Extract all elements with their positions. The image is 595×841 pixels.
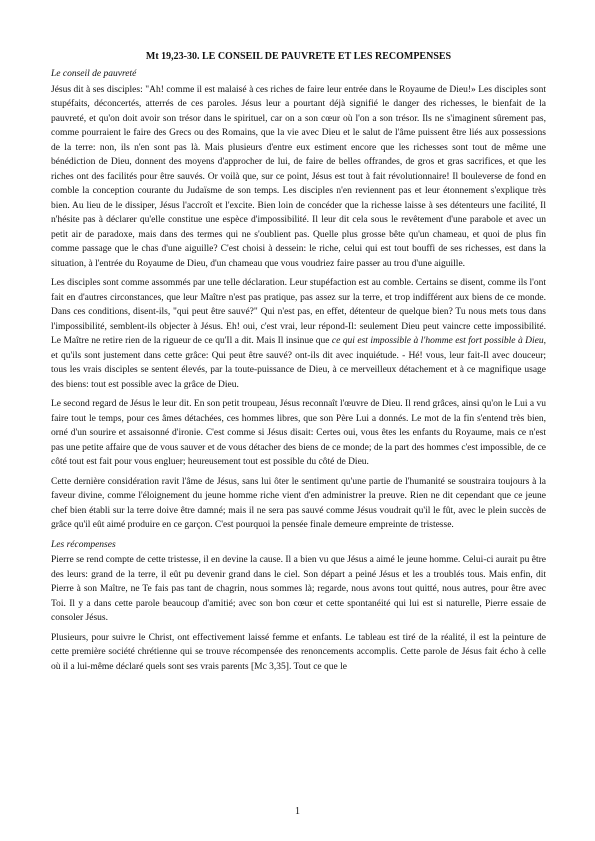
document-title: Mt 19,23-30. LE CONSEIL DE PAUVRETE ET LES RECOMPENSES bbox=[145, 51, 452, 62]
paragraph-text: , et qu'ils sont justement dans cette grâce: Qui peut être sauvé? ont-ils dit avec inquiétude. - Hé! vous, leur fait-Il avec douceur; tous les vrais disciples se sentent élevés, par la toute-puissance de Dieu, à ce merveilleux détachement et à ce magnifique usage des biens: tout est possible avec la grâce de Dieu. bbox=[51, 336, 546, 390]
paragraph: Pierre se rend compte de cette tristesse, il en devine la cause. Il a bien vu que Jésus a aimé le jeune homme. Celui-ci aurait pu être des leurs: grand de la terre, il eût pu devenir grand dans le ciel. Son départ a peiné Jésus et les a troublés tous. Mais enfin, dit Pierre à son Maître, ne Te fais pas tant de chagrin, nous sommes là; regarde, nous avons tout quitté, nous autres, pour être avec Toi. Il y a dans cette parole beaucoup d'amitié; avec son bon cœur et cette spontanéité qui lui est si naturelle, Pierre essaie de consoler Jésus. bbox=[51, 555, 546, 623]
paragraph: Le second regard de Jésus le leur dit. En son petit troupeau, Jésus reconnaît l'œuvre de Dieu. Il rend grâces, ainsi qu'on le Lui a vu faire tout le temps, pour ces âmes détachées, ces hommes libres, que son Père Lui a donnés. Le mot de la fin s'entend très bien, orné d'un sourire et assaisonné d'ironie. C'est comme si Jésus disait: Certes oui, vous êtes les enfants du Royaume, mais ce n'est pas une petite affaire que de vous sauver et de vous détacher des biens de ce monde; de la part des hommes c'est impossible, de ce côté tout est fait pour vous engluer; heureusement tout est possible du côté de Dieu. bbox=[51, 399, 546, 467]
paragraph-text: Les disciples sont comme assommés par une telle déclaration. Leur stupéfaction est au comble. Certains se disent, comme ils l'ont fait en d'autres circonstances, que leur Maître n'est pas pratique, pas assez sur la terre, et trop indifférent aux biens de ce monde. Dans ces conditions, disent-ils, "qui peut être sauvé?" Qui n'est pas, en effet, détenteur de quelque bien? Tu nous mets tous dans l'impossibilité, semblent-ils objecter à Jésus. Eh! oui, c'est vrai, leur répond-Il: seulement Dieu peut vaincre cette impossibilité. Le Maître ne retire rien de la rigueur de ce qu'Il a dit. Mais Il insinue que bbox=[51, 278, 546, 346]
page-number: 1 bbox=[295, 806, 300, 817]
section-heading-recompenses: Les récompenses bbox=[51, 539, 116, 550]
italic-quote: ce qui est impossible à l'homme est fort possible à Dieu bbox=[331, 336, 544, 346]
paragraph bbox=[51, 276, 546, 392]
section-heading-conseil: Le conseil de pauvreté bbox=[51, 69, 137, 79]
paragraph: Cette dernière considération ravit l'âme de Jésus, sans lui ôter le sentiment qu'une partie de l'humanité se soustraira toujours à la faveur divine, comme l'éloignement du jeune homme riche vient d'en administrer la preuve. Rien ne dit cependant que ce jeune chef bien établi sur la terre doive être damné; mais il ne sera pas sauvé comme Jésus voudrait qu'il le fût, avec le plein succès de grâce qu'il eût aimé produire en ce garçon. C'est pourquoi la pensée finale demeure empreinte de tristesse. bbox=[51, 476, 546, 530]
paragraph: Plusieurs, pour suivre le Christ, ont effectivement laissé femme et enfants. Le tableau est tiré de la réalité, il est la peinture de cette première société chrétienne qui se trouve récompensée des renoncements accomplis. Cette parole de Jésus fait écho à celle où il a lui-même déclaré quels sont ses vrais parents [Mc 3,35]. Tout ce que le bbox=[51, 632, 546, 672]
paragraph: Jésus dit à ses disciples: "Ah! comme il est malaisé à ces riches de faire leur entrée dans le Royaume de Dieu!» Les disciples sont stupéfaits, déconcertés, atterrés de ces paroles. Jésus leur a pourtant déjà signifié le danger des richesses, le bienfait de la pauvreté, et qu'on doit avoir son trésor dans le spirituel, car on a son cœur où l'on a son trésor. Ils ne s'imaginent sûrement pas, comme pourraient le faire des Grecs ou des Romains, que la vie avec Dieu et le salut de l'âme puissent être liés aux possessions de la terre: non, ils n'en sont pas là. Mais plusieurs d'entre eux estiment encore que les richesses sont tout de même une bénédiction de Dieu, donnent des moyens d'approcher de lui, de faire de belles offrandes, de gros et gras sacrifices, et que les riches ont des facilités pour être sauvés. Or voilà que, sur ce point, Jésus est tout à fait révolutionnaire! Il bouleverse de fond en comble la conception courante du Judaïsme de son temps. Les disciples n'en reviennent pas et leur étonnement s'explique très bien. Au lieu de le dissiper, Jésus l'accroît et l'excite. Bien loin de concéder que la richesse laisse à ses détenteurs une facilité, Il n'hésite pas à déclarer qu'elle constitue une espèce d'impossibilité. Il leur dit cela sous le revêtement d'une parabole et avec un petit air de paradoxe, mais dans des termes qui ne s'oublient pas. Quelle plus grosse bête qu'un chameau, et quoi de plus fin comme passage que le chas d'une aiguille? C'est choisi à dessein: le riche, celui qui est tout bouffi de ses richesses, est dans la situation, à l'entrée du Royaume de Dieu, d'un chameau que vous voudriez faire passer au trou d'une aiguille. bbox=[51, 84, 546, 269]
